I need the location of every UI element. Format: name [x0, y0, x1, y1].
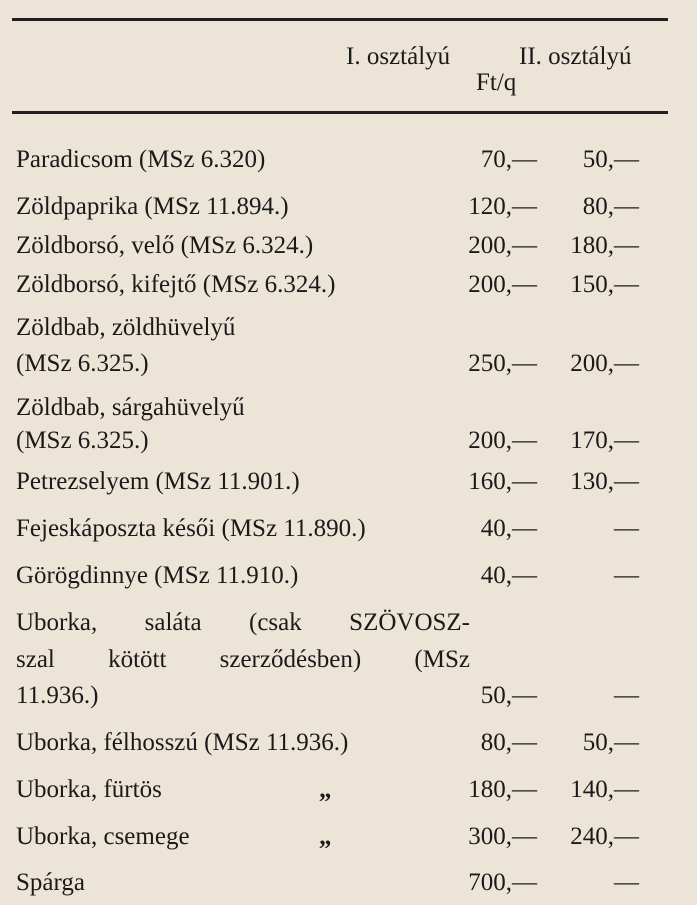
product-name: Uborka, félhosszú (MSz 11.936.) — [16, 729, 349, 756]
product-name-line-2: szal kötött szerződésben) (MSz — [16, 646, 470, 673]
price-first-class: 180,— — [468, 776, 537, 803]
price-first-class: 80,— — [480, 729, 537, 756]
product-name-line-2: (MSz 6.325.) — [16, 350, 149, 377]
price-second-class: 240,— — [570, 823, 639, 850]
price-first-class: 200,— — [468, 427, 537, 454]
product-name: Zöldpaprika (MSz 11.894.) — [16, 193, 289, 220]
price-second-class: 130,— — [570, 468, 639, 495]
table-row — [0, 726, 697, 760]
price-first-class: 200,— — [468, 232, 537, 259]
header-first-class: I. osztályú — [346, 43, 451, 70]
price-second-class: — — [614, 562, 639, 589]
product-name: Görögdinnye (MSz 11.910.) — [16, 562, 299, 589]
product-name: Spárga — [16, 869, 85, 896]
table-row — [0, 773, 697, 807]
top-rule — [12, 18, 668, 21]
product-name-line-1: Zöldbab, sárgahüvelyű — [16, 394, 245, 421]
table-row — [0, 606, 697, 640]
price-first-class: 200,— — [468, 271, 537, 298]
header-second-class: II. osztályú — [519, 43, 632, 70]
price-second-class: — — [614, 682, 639, 709]
price-first-class: 160,— — [468, 468, 537, 495]
table-row — [0, 820, 697, 854]
price-second-class: 50,— — [582, 146, 639, 173]
price-second-class: — — [614, 869, 639, 896]
price-second-class: 150,— — [570, 271, 639, 298]
product-name: Uborka, csemege — [16, 823, 190, 850]
product-name-line-3: 11.936.) — [16, 682, 99, 709]
price-second-class: 200,— — [570, 350, 639, 377]
product-name-line-2: (MSz 6.325.) — [16, 427, 149, 454]
table-row — [0, 559, 697, 593]
price-first-class: 40,— — [480, 562, 537, 589]
table-row — [0, 512, 697, 546]
header-rule — [12, 111, 668, 114]
table-row-continuation — [0, 679, 697, 713]
table-row — [0, 190, 697, 224]
price-second-class: 50,— — [582, 729, 639, 756]
table-row — [0, 391, 697, 425]
product-name: Zöldborsó, kifejtő (MSz 6.324.) — [16, 271, 336, 298]
price-first-class: 40,— — [480, 515, 537, 542]
price-second-class: 140,— — [570, 776, 639, 803]
table-row — [0, 143, 697, 177]
table-row — [0, 229, 697, 263]
product-name-line-1: Zöldbab, zöldhüvelyű — [16, 314, 236, 341]
price-second-class: 80,— — [582, 193, 639, 220]
product-name-line-1: Uborka, saláta (csak SZÖVOSZ- — [16, 609, 470, 636]
price-first-class: 300,— — [468, 823, 537, 850]
price-first-class: 700,— — [468, 869, 537, 896]
price-first-class: 50,— — [480, 682, 537, 709]
price-first-class: 250,— — [468, 350, 537, 377]
product-name: Fejeskáposzta késői (MSz 11.890.) — [16, 515, 366, 542]
table-row-continuation — [0, 347, 697, 381]
price-second-class: — — [614, 515, 639, 542]
price-first-class: 120,— — [468, 193, 537, 220]
ditto-mark: „ — [319, 823, 332, 850]
price-second-class: 180,— — [570, 232, 639, 259]
price-first-class: 70,— — [480, 146, 537, 173]
product-name: Paradicsom (MSz 6.320) — [16, 146, 266, 173]
table-row — [0, 465, 697, 499]
price-second-class: 170,— — [570, 427, 639, 454]
table-row — [0, 268, 697, 302]
product-name: Petrezselyem (MSz 11.901.) — [16, 468, 300, 495]
table-row — [0, 866, 697, 900]
table-row-continuation — [0, 424, 697, 458]
product-name: Zöldborsó, velő (MSz 6.324.) — [16, 232, 314, 259]
table-row — [0, 311, 697, 345]
table-row-continuation — [0, 643, 697, 677]
ditto-mark: „ — [319, 776, 332, 803]
header-unit: Ft/q — [476, 69, 517, 96]
product-name: Uborka, fürtös — [16, 776, 162, 803]
